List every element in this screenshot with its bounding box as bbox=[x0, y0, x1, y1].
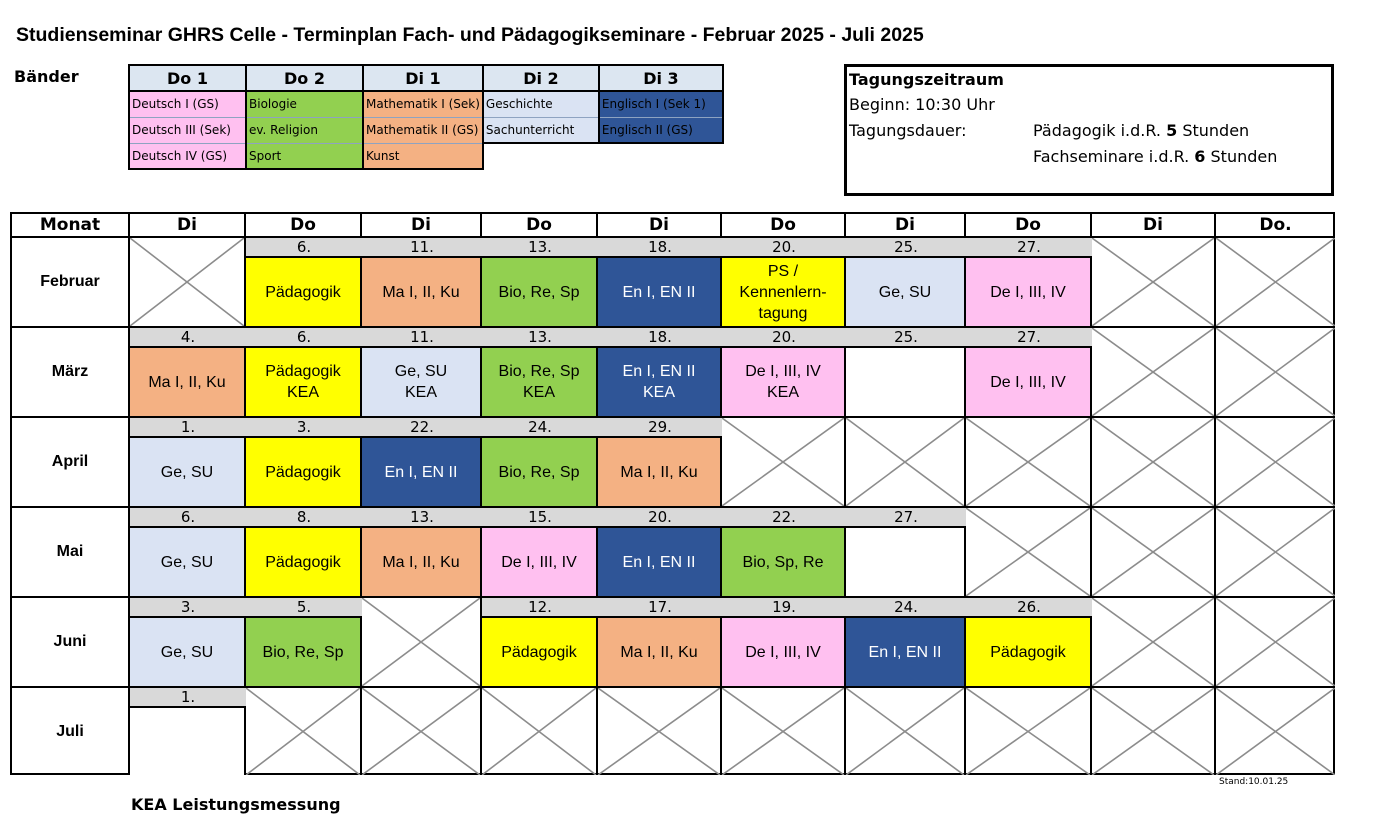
session-cell: Ma I, II, Ku bbox=[362, 258, 482, 328]
session-date: 24. bbox=[846, 598, 966, 618]
legend-col-header: Do 1 bbox=[129, 65, 246, 91]
session-cell bbox=[846, 528, 966, 598]
month-label: Juni bbox=[12, 598, 130, 688]
legend-header-row bbox=[129, 65, 723, 91]
no-session-cross bbox=[246, 688, 362, 775]
session-cell bbox=[846, 348, 966, 418]
page-title: Studienseminar GHRS Celle - Terminplan Fach- und Pädagogikseminare - Februar 2025 - Juli 2025 bbox=[16, 24, 924, 46]
session-date: 17. bbox=[598, 598, 722, 618]
legend-subject-cell: ev. Religion bbox=[246, 117, 363, 143]
column-header-day: Do bbox=[246, 214, 362, 238]
no-session-cross bbox=[1092, 328, 1216, 418]
no-session-cross bbox=[362, 688, 482, 775]
no-session-cross bbox=[1092, 508, 1216, 598]
column-header-day: Di bbox=[598, 214, 722, 238]
session-cell: PS / Kennenlern- tagung bbox=[722, 258, 846, 328]
session-date: 4. bbox=[130, 328, 246, 348]
tagung-beginn: Beginn: 10:30 Uhr bbox=[849, 95, 995, 114]
legend-subject-cell: Mathematik I (Sek) bbox=[363, 91, 483, 117]
legend-subject-cell: Sachunterricht bbox=[483, 117, 599, 143]
session-cell: De I, III, IV bbox=[966, 258, 1092, 328]
column-header-day: Di bbox=[362, 214, 482, 238]
no-session-cross bbox=[846, 688, 966, 775]
no-session-cross bbox=[1216, 508, 1335, 598]
column-header-day: Do bbox=[482, 214, 598, 238]
session-cell: De I, III, IV bbox=[966, 348, 1092, 418]
legend-empty-cell bbox=[599, 143, 723, 169]
tagung-heading: Tagungszeitraum bbox=[849, 70, 1004, 89]
session-date: 19. bbox=[722, 598, 846, 618]
legend-col-header: Do 2 bbox=[246, 65, 363, 91]
no-session-cross bbox=[966, 418, 1092, 508]
month-label: März bbox=[12, 328, 130, 418]
session-cell: Ge, SU bbox=[130, 618, 246, 688]
session-date: 15. bbox=[482, 508, 598, 528]
legend-col-header: Di 3 bbox=[599, 65, 723, 91]
tagung-dauer-label: Tagungsdauer: bbox=[849, 121, 967, 140]
session-date: 25. bbox=[846, 238, 966, 258]
column-header-day: Di bbox=[1092, 214, 1216, 238]
no-session-cross bbox=[846, 418, 966, 508]
column-header-day: Do bbox=[966, 214, 1092, 238]
session-date: 22. bbox=[362, 418, 482, 438]
no-session-cross bbox=[1216, 598, 1335, 688]
session-cell: Ge, SU bbox=[846, 258, 966, 328]
month-label: Mai bbox=[12, 508, 130, 598]
month-label: Februar bbox=[12, 238, 130, 328]
session-date: 1. bbox=[130, 688, 246, 708]
session-date: 20. bbox=[598, 508, 722, 528]
session-cell: Bio, Re, Sp KEA bbox=[482, 348, 598, 418]
no-session-cross bbox=[130, 238, 246, 328]
column-header-monat: Monat bbox=[12, 214, 130, 238]
legend-subject-cell: Sport bbox=[246, 143, 363, 169]
no-session-cross bbox=[1092, 238, 1216, 328]
session-date: 24. bbox=[482, 418, 598, 438]
session-date: 3. bbox=[130, 598, 246, 618]
legend-col-header: Di 2 bbox=[483, 65, 599, 91]
session-cell: Bio, Re, Sp bbox=[482, 438, 598, 508]
session-date: 20. bbox=[722, 328, 846, 348]
stand-date: Stand:10.01.25 bbox=[1219, 777, 1289, 787]
kea-note: KEA Leistungsmessung bbox=[131, 795, 341, 814]
legend-subject-cell: Kunst bbox=[363, 143, 483, 169]
session-cell: Ge, SU bbox=[130, 528, 246, 598]
legend-subject-cell: Biologie bbox=[246, 91, 363, 117]
no-session-cross bbox=[362, 598, 482, 688]
session-cell: Ma I, II, Ku bbox=[598, 438, 722, 508]
session-cell bbox=[130, 708, 246, 775]
legend-subject-cell: Deutsch III (Sek) bbox=[129, 117, 246, 143]
session-cell: Ma I, II, Ku bbox=[362, 528, 482, 598]
session-date: 13. bbox=[482, 238, 598, 258]
tagungszeitraum-box bbox=[844, 64, 1334, 196]
session-date: 11. bbox=[362, 238, 482, 258]
session-date: 13. bbox=[482, 328, 598, 348]
no-session-cross bbox=[1092, 688, 1216, 775]
session-cell: En I, EN II bbox=[598, 258, 722, 328]
legend-empty-cell bbox=[483, 143, 599, 169]
session-cell: Ge, SU KEA bbox=[362, 348, 482, 418]
session-date: 8. bbox=[246, 508, 362, 528]
legend-subject-cell: Mathematik II (GS) bbox=[363, 117, 483, 143]
column-header-day: Do bbox=[722, 214, 846, 238]
session-date: 18. bbox=[598, 238, 722, 258]
session-cell: En I, EN II bbox=[846, 618, 966, 688]
session-date: 6. bbox=[246, 328, 362, 348]
no-session-cross bbox=[1216, 688, 1335, 775]
session-date: 5. bbox=[246, 598, 362, 618]
session-date: 18. bbox=[598, 328, 722, 348]
no-session-cross bbox=[1216, 238, 1335, 328]
no-session-cross bbox=[966, 508, 1092, 598]
session-date: 27. bbox=[846, 508, 966, 528]
month-label: Juli bbox=[12, 688, 130, 775]
session-cell: De I, III, IV bbox=[722, 618, 846, 688]
session-date: 20. bbox=[722, 238, 846, 258]
schedule-table bbox=[10, 212, 1335, 775]
session-cell: Bio, Re, Sp bbox=[246, 618, 362, 688]
legend-subject-cell: Geschichte bbox=[483, 91, 599, 117]
session-date: 6. bbox=[246, 238, 362, 258]
session-date: 26. bbox=[966, 598, 1092, 618]
legend-subject-cell: Deutsch I (GS) bbox=[129, 91, 246, 117]
session-cell: En I, EN II bbox=[598, 528, 722, 598]
session-cell: Ma I, II, Ku bbox=[130, 348, 246, 418]
session-date: 25. bbox=[846, 328, 966, 348]
session-cell: Ge, SU bbox=[130, 438, 246, 508]
session-date: 3. bbox=[246, 418, 362, 438]
tagung-paedagogik-dauer: Pädagogik i.d.R. 5 Stunden bbox=[1033, 121, 1250, 140]
tagung-fachseminar-dauer: Fachseminare i.d.R. 6 Stunden bbox=[1033, 147, 1278, 166]
no-session-cross bbox=[1092, 418, 1216, 508]
session-cell: Pädagogik bbox=[246, 438, 362, 508]
session-date: 27. bbox=[966, 328, 1092, 348]
session-date: 11. bbox=[362, 328, 482, 348]
no-session-cross bbox=[722, 688, 846, 775]
session-cell: Pädagogik bbox=[966, 618, 1092, 688]
session-cell: Pädagogik bbox=[482, 618, 598, 688]
legend-subject-cell: Deutsch IV (GS) bbox=[129, 143, 246, 169]
session-cell: Pädagogik bbox=[246, 528, 362, 598]
legend-row bbox=[129, 91, 723, 117]
baender-label: Bänder bbox=[14, 67, 79, 86]
session-date: 13. bbox=[362, 508, 482, 528]
session-cell: Bio, Sp, Re bbox=[722, 528, 846, 598]
column-header-day: Do. bbox=[1216, 214, 1335, 238]
no-session-cross bbox=[1216, 418, 1335, 508]
session-date: 27. bbox=[966, 238, 1092, 258]
legend-row bbox=[129, 143, 723, 169]
session-cell: Pädagogik bbox=[246, 258, 362, 328]
month-label: April bbox=[12, 418, 130, 508]
column-header-day: Di bbox=[130, 214, 246, 238]
no-session-cross bbox=[598, 688, 722, 775]
no-session-cross bbox=[482, 688, 598, 775]
no-session-cross bbox=[966, 688, 1092, 775]
session-date: 1. bbox=[130, 418, 246, 438]
session-cell: En I, EN II KEA bbox=[598, 348, 722, 418]
session-cell: Pädagogik KEA bbox=[246, 348, 362, 418]
session-cell: De I, III, IV KEA bbox=[722, 348, 846, 418]
legend-col-header: Di 1 bbox=[363, 65, 483, 91]
no-session-cross bbox=[1216, 328, 1335, 418]
legend-subject-cell: Englisch I (Sek 1) bbox=[599, 91, 723, 117]
session-cell: Ma I, II, Ku bbox=[598, 618, 722, 688]
session-cell: De I, III, IV bbox=[482, 528, 598, 598]
no-session-cross bbox=[1092, 598, 1216, 688]
column-header-day: Di bbox=[846, 214, 966, 238]
session-date: 6. bbox=[130, 508, 246, 528]
session-date: 29. bbox=[598, 418, 722, 438]
no-session-cross bbox=[722, 418, 846, 508]
session-cell: En I, EN II bbox=[362, 438, 482, 508]
legend-row bbox=[129, 117, 723, 143]
baender-legend-table bbox=[128, 64, 724, 170]
session-cell: Bio, Re, Sp bbox=[482, 258, 598, 328]
session-date: 22. bbox=[722, 508, 846, 528]
session-date: 12. bbox=[482, 598, 598, 618]
legend-subject-cell: Englisch II (GS) bbox=[599, 117, 723, 143]
